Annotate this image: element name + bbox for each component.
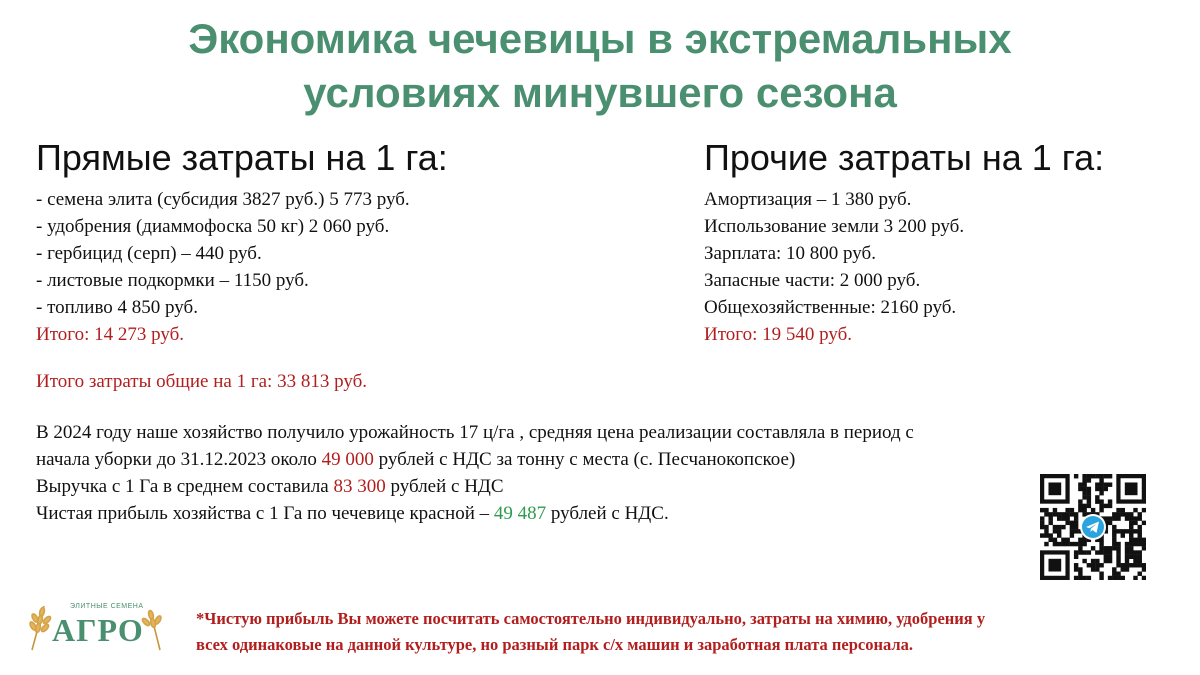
summary-text: Чистая прибыль хозяйства с 1 Га по чечевице красной – [36,503,494,524]
footnote-line-1: *Чистую прибыль Вы можете посчитать самостоятельно индивидуально, затраты на химию, удобрения у [196,609,986,628]
agro-logo [22,598,172,654]
other-cost-item: Запасные части: 2 000 руб. [704,270,921,291]
summary-text: рублей с НДС. [546,503,669,524]
other-costs-heading: Прочие затраты на 1 га: [704,137,1105,178]
summary-line-4 [36,500,1076,527]
telegram-icon [1080,514,1106,540]
other-costs-section [704,136,1184,348]
net-profit-value: 49 487 [493,503,547,524]
total-costs: Итого затраты общие на 1 га: 33 813 руб. [36,371,368,392]
other-cost-item: Общехозяйственные: 2160 руб. [704,297,957,318]
direct-costs-total: Итого: 14 273 руб. [36,324,185,345]
slide-title-line-2: условиях минувшего сезона [303,69,897,116]
qr-code[interactable] [1040,474,1146,580]
direct-cost-item: - топливо 4 850 руб. [36,297,198,318]
logo-tagline: ЭЛИТНЫЕ СЕМЕНА [70,603,144,610]
revenue-value: 83 300 [333,476,386,497]
other-cost-item: Амортизация – 1 380 руб. [704,189,912,210]
direct-cost-item: - удобрения (диаммофоска 50 кг) 2 060 руб. [36,216,390,237]
summary-text: рублей с НДС [385,476,504,497]
summary-paragraph [36,419,1076,527]
summary-text: Выручка с 1 Га в среднем составила [36,476,334,497]
direct-cost-item: - семена элита (субсидия 3827 руб.) 5 773 руб. [36,189,410,210]
other-cost-item: Использование земли 3 200 руб. [704,216,965,237]
sale-price-value: 49 000 [321,449,374,470]
direct-cost-item: - листовые подкормки – 1150 руб. [36,270,309,291]
direct-cost-item: - гербицид (серп) – 440 руб. [36,243,262,264]
summary-line-3 [36,473,1076,500]
direct-costs-section [36,136,636,348]
other-costs-total: Итого: 19 540 руб. [704,324,853,345]
footnote-line-2: всех одинаковые на данной культуре, но разный парк с/х машин и заработная плата персонала. [196,635,914,654]
logo-name: АГРО [52,612,144,648]
slide-title-line-1: Экономика чечевицы в экстремальных [188,15,1012,62]
other-cost-item: Зарплата: 10 800 руб. [704,243,876,264]
footnote [196,606,1176,658]
summary-text: начала уборки до 31.12.2023 около [36,449,322,470]
summary-line-1: В 2024 году наше хозяйство получило урожайность 17 ц/га , средняя цена реализации составляла в период с [36,422,914,443]
summary-text: рублей с НДС за тонну с места (с. Песчанокопское) [373,449,796,470]
direct-costs-heading: Прямые затраты на 1 га: [36,137,448,178]
slide-title [0,12,1200,120]
summary-line-2 [36,446,1076,473]
